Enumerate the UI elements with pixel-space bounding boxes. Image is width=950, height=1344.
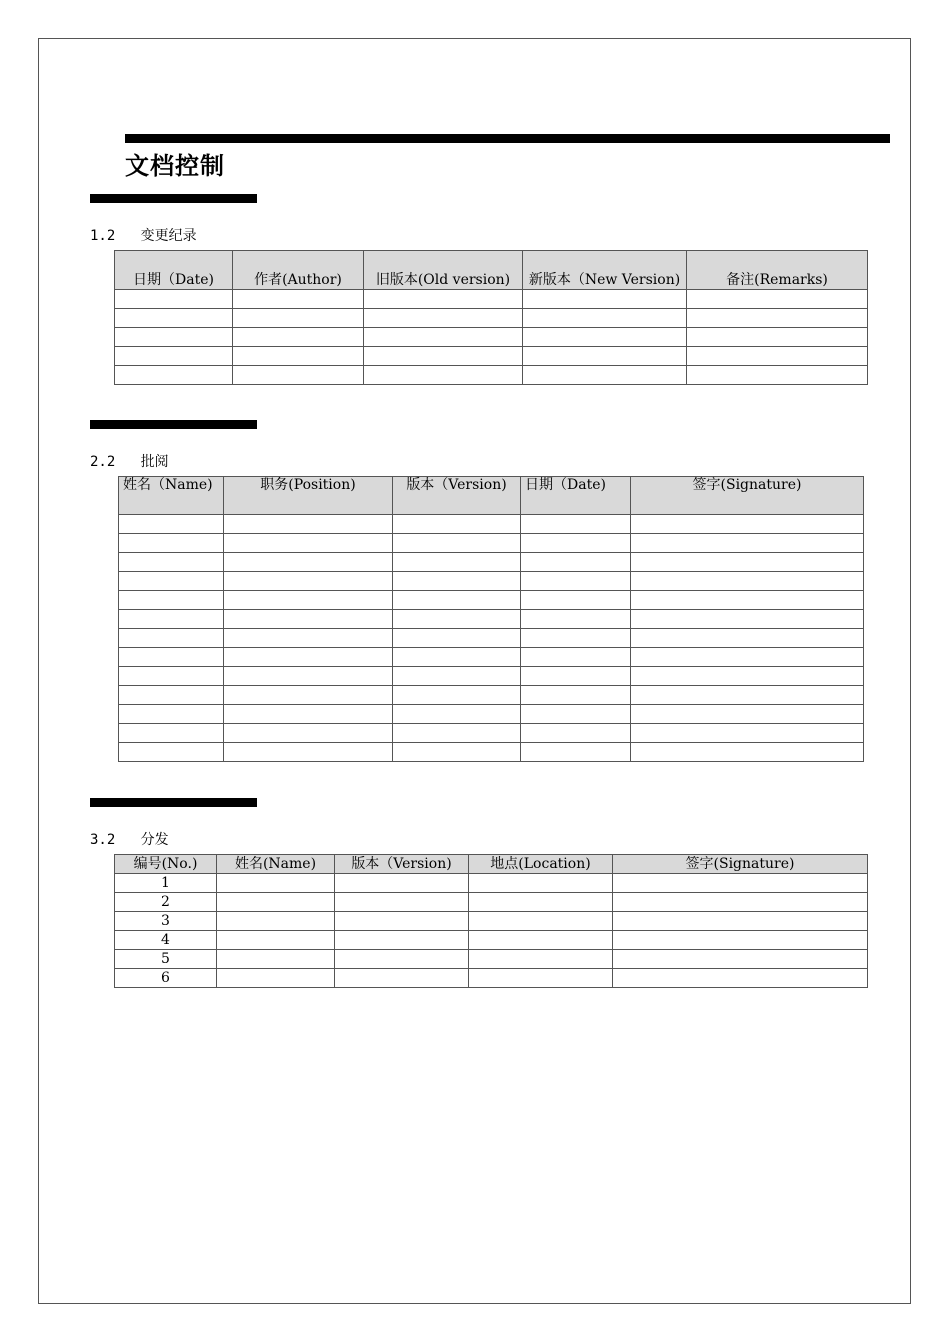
table-cell	[119, 515, 224, 534]
review-row	[119, 591, 864, 610]
review-row	[119, 686, 864, 705]
table-cell	[224, 591, 393, 610]
table-cell	[521, 553, 631, 572]
table-cell	[521, 629, 631, 648]
table-cell	[393, 534, 521, 553]
table-cell	[224, 686, 393, 705]
table-cell	[335, 931, 469, 950]
table-cell	[469, 931, 613, 950]
table-cell	[631, 515, 864, 534]
table-cell	[335, 912, 469, 931]
table-cell	[393, 515, 521, 534]
table-cell	[224, 667, 393, 686]
section-rule	[90, 798, 257, 807]
table-cell	[224, 610, 393, 629]
table-cell	[119, 724, 224, 743]
table-cell	[364, 366, 523, 385]
row-number: 1	[115, 874, 217, 893]
table-cell	[613, 874, 868, 893]
column-header: 职务(Position)	[224, 477, 393, 515]
column-header: 签字(Signature)	[631, 477, 864, 515]
table-cell	[119, 705, 224, 724]
change-log-row	[115, 366, 868, 385]
table-cell	[631, 724, 864, 743]
column-header: 地点(Location)	[469, 855, 613, 874]
table-cell	[119, 629, 224, 648]
table-cell	[119, 610, 224, 629]
table-cell	[613, 931, 868, 950]
table-cell	[119, 667, 224, 686]
distribution-table	[114, 854, 868, 988]
table-cell	[233, 309, 364, 328]
table-cell	[521, 686, 631, 705]
table-cell	[521, 610, 631, 629]
table-cell	[631, 648, 864, 667]
table-cell	[631, 553, 864, 572]
row-number: 5	[115, 950, 217, 969]
row-number: 6	[115, 969, 217, 988]
table-cell	[469, 874, 613, 893]
table-cell	[631, 610, 864, 629]
table-cell	[631, 629, 864, 648]
table-cell	[119, 553, 224, 572]
table-cell	[631, 572, 864, 591]
table-cell	[224, 724, 393, 743]
section-rule	[90, 420, 257, 429]
distribution-row	[115, 912, 868, 931]
table-cell	[217, 912, 335, 931]
change-log-table	[114, 250, 868, 385]
table-cell	[233, 347, 364, 366]
table-cell	[115, 290, 233, 309]
change-log-row	[115, 347, 868, 366]
column-header: 日期（Date)	[521, 477, 631, 515]
table-cell	[631, 705, 864, 724]
table-cell	[523, 290, 687, 309]
column-header: 姓名（Name)	[119, 477, 224, 515]
column-header: 姓名(Name)	[217, 855, 335, 874]
distribution-row	[115, 893, 868, 912]
column-header: 版本（Version)	[335, 855, 469, 874]
table-cell	[233, 366, 364, 385]
review-row	[119, 667, 864, 686]
review-row	[119, 705, 864, 724]
table-cell	[613, 912, 868, 931]
table-cell	[393, 610, 521, 629]
table-cell	[115, 366, 233, 385]
section-heading-change-log: 1.2 变更纪录	[90, 228, 197, 244]
table-cell	[687, 347, 868, 366]
table-cell	[523, 347, 687, 366]
table-cell	[469, 893, 613, 912]
table-cell	[687, 366, 868, 385]
review-row	[119, 610, 864, 629]
table-cell	[119, 534, 224, 553]
table-cell	[335, 874, 469, 893]
table-cell	[393, 667, 521, 686]
distribution-row	[115, 931, 868, 950]
column-header: 编号(No.)	[115, 855, 217, 874]
review-row	[119, 515, 864, 534]
table-cell	[119, 591, 224, 610]
table-cell	[631, 534, 864, 553]
column-header: 签字(Signature)	[613, 855, 868, 874]
table-cell	[393, 743, 521, 762]
table-cell	[613, 969, 868, 988]
table-cell	[119, 743, 224, 762]
column-header: 版本（Version)	[393, 477, 521, 515]
table-cell	[119, 648, 224, 667]
table-cell	[393, 553, 521, 572]
table-cell	[523, 328, 687, 347]
table-cell	[631, 743, 864, 762]
table-cell	[521, 591, 631, 610]
table-cell	[217, 874, 335, 893]
table-cell	[217, 931, 335, 950]
table-cell	[523, 309, 687, 328]
table-cell	[233, 290, 364, 309]
change-log-rows	[115, 290, 868, 385]
review-row	[119, 743, 864, 762]
table-cell	[115, 328, 233, 347]
table-cell	[521, 515, 631, 534]
table-cell	[224, 515, 393, 534]
table-cell	[631, 686, 864, 705]
review-row	[119, 553, 864, 572]
section-heading-review: 2.2 批阅	[90, 454, 169, 470]
change-log-row	[115, 328, 868, 347]
table-cell	[687, 290, 868, 309]
review-row	[119, 572, 864, 591]
row-number: 3	[115, 912, 217, 931]
section-heading-distribution: 3.2 分发	[90, 832, 169, 848]
table-cell	[364, 309, 523, 328]
table-cell	[521, 534, 631, 553]
section-rule	[90, 194, 257, 203]
table-cell	[335, 893, 469, 912]
distribution-row	[115, 874, 868, 893]
table-cell	[364, 347, 523, 366]
change-log-row	[115, 290, 868, 309]
table-cell	[233, 328, 364, 347]
table-cell	[224, 534, 393, 553]
table-cell	[521, 572, 631, 591]
table-cell	[393, 648, 521, 667]
table-cell	[224, 705, 393, 724]
table-cell	[217, 950, 335, 969]
table-cell	[119, 572, 224, 591]
table-cell	[687, 328, 868, 347]
table-cell	[217, 893, 335, 912]
table-cell	[521, 705, 631, 724]
table-cell	[224, 648, 393, 667]
review-row	[119, 724, 864, 743]
table-cell	[521, 648, 631, 667]
table-cell	[119, 686, 224, 705]
table-cell	[469, 912, 613, 931]
table-cell	[393, 705, 521, 724]
distribution-row	[115, 950, 868, 969]
distribution-rows	[115, 874, 868, 988]
distribution-row	[115, 969, 868, 988]
table-cell	[631, 591, 864, 610]
table-cell	[217, 969, 335, 988]
table-cell	[613, 950, 868, 969]
review-table	[118, 476, 864, 762]
column-header: 日期（Date)	[115, 251, 233, 290]
table-cell	[523, 366, 687, 385]
table-cell	[469, 969, 613, 988]
table-cell	[521, 667, 631, 686]
table-cell	[335, 950, 469, 969]
table-cell	[393, 591, 521, 610]
table-cell	[521, 724, 631, 743]
table-cell	[469, 950, 613, 969]
table-cell	[393, 572, 521, 591]
change-log-row	[115, 309, 868, 328]
review-rows	[119, 515, 864, 762]
column-header: 作者(Author)	[233, 251, 364, 290]
table-cell	[393, 629, 521, 648]
column-header: 备注(Remarks)	[687, 251, 868, 290]
page-title: 文档控制	[125, 152, 225, 180]
row-number: 4	[115, 931, 217, 950]
review-row	[119, 648, 864, 667]
table-cell	[687, 309, 868, 328]
column-header: 新版本（New Version)	[523, 251, 687, 290]
table-cell	[613, 893, 868, 912]
table-cell	[393, 686, 521, 705]
title-rule	[125, 134, 890, 143]
table-cell	[393, 724, 521, 743]
review-row	[119, 534, 864, 553]
table-cell	[224, 743, 393, 762]
review-row	[119, 629, 864, 648]
table-cell	[364, 328, 523, 347]
table-cell	[115, 347, 233, 366]
table-cell	[224, 629, 393, 648]
column-header: 旧版本(Old version)	[364, 251, 523, 290]
table-cell	[224, 553, 393, 572]
table-cell	[631, 667, 864, 686]
table-cell	[521, 743, 631, 762]
table-cell	[115, 309, 233, 328]
table-cell	[224, 572, 393, 591]
table-cell	[364, 290, 523, 309]
table-cell	[335, 969, 469, 988]
row-number: 2	[115, 893, 217, 912]
